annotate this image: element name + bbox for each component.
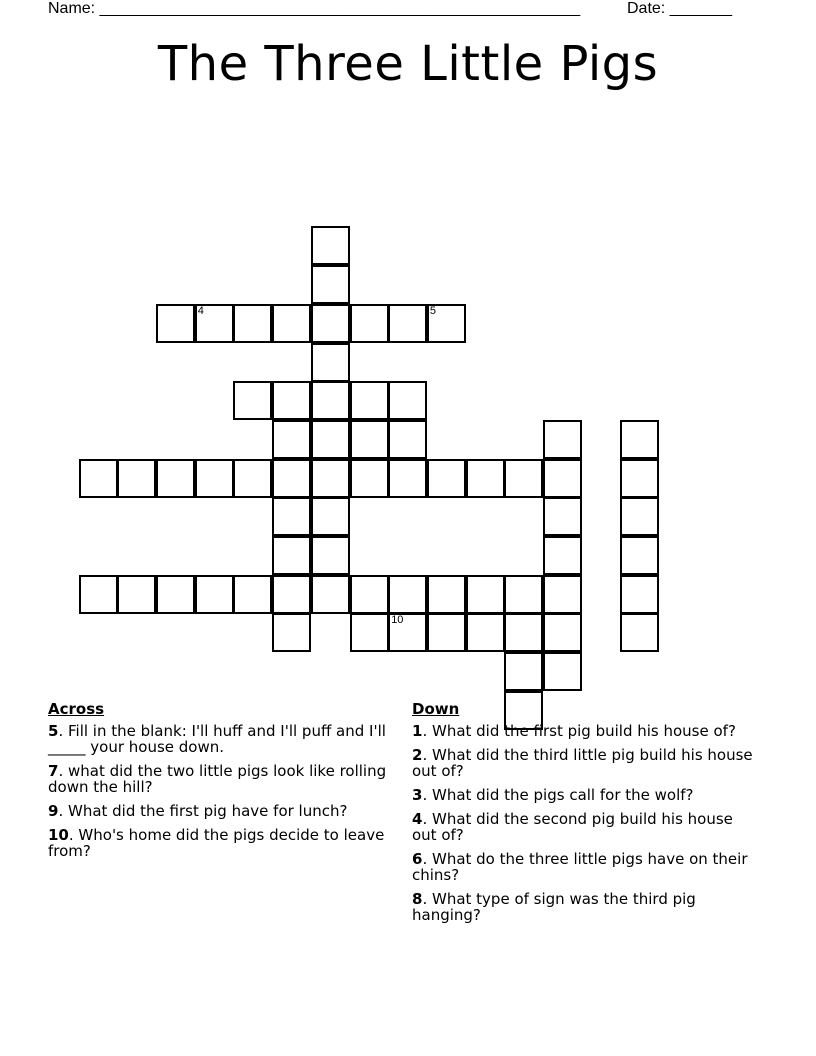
clue-across-9: 9. What did the first pig have for lunch? [48,802,348,820]
clue-down-6: 6. What do the three little pigs have on their chins? [412,850,748,884]
grid-cell[interactable] [311,497,350,536]
grid-cell[interactable] [311,459,350,498]
clue-number: 5 [48,722,59,740]
grid-cell[interactable] [504,459,543,498]
down-heading: Down [412,700,460,718]
grid-cell[interactable] [543,497,582,536]
grid-cell[interactable] [620,420,659,459]
grid-cell[interactable] [311,420,350,459]
grid-cell[interactable] [620,575,659,614]
grid-cell[interactable] [350,420,389,459]
grid-cell[interactable] [427,575,466,614]
clue-number: 9 [48,802,59,820]
clue-text: What did the first pig build his house of? [431,722,736,740]
grid-cell[interactable] [311,536,350,575]
grid-cell[interactable] [543,420,582,459]
grid-cell[interactable] [272,497,311,536]
grid-cell[interactable] [543,613,582,652]
grid-cell[interactable] [311,343,350,382]
across-clues [48,700,393,867]
grid-cell[interactable] [620,536,659,575]
down-clues [412,700,762,931]
grid-cell[interactable] [311,226,350,265]
clue-down-8: 8. What type of sign was the third pig hanging? [412,890,696,924]
grid-cell[interactable] [195,459,234,498]
grid-cell[interactable] [388,459,427,498]
grid-cell[interactable] [272,613,311,652]
clue-text: What do the three little pigs have on their chins? [412,850,748,884]
grid-cell[interactable] [233,304,272,343]
clue-number: 2 [412,746,423,764]
grid-cell[interactable] [504,652,543,691]
clue-down-4: 4. What did the second pig build his house out of? [412,810,733,844]
clue-number: 6 [412,850,423,868]
grid-cell[interactable] [543,652,582,691]
clue-number: 1 [412,722,423,740]
grid-cell[interactable] [466,459,505,498]
clue-text: Who's home did the pigs decide to leave from? [48,826,385,860]
across-heading: Across [48,700,105,718]
clue-down-1: 1. What did the first pig build his house of? [412,722,736,740]
page-title: The Three Little Pigs [157,36,659,92]
clue-number: 7 [48,762,59,780]
grid-cell[interactable] [311,265,350,304]
clue-number: 8 [412,890,423,908]
grid-cell[interactable] [79,459,118,498]
grid-cell[interactable] [543,575,582,614]
grid-cell[interactable] [388,420,427,459]
clue-across-7: 7. what did the two little pigs look like rolling down the hill? [48,762,387,796]
clue-number: 10 [48,826,69,844]
grid-cell[interactable] [79,575,118,614]
name-field[interactable]: Name: ______________________________________________________ [48,0,581,17]
grid-cell[interactable] [156,575,195,614]
grid-cell[interactable] [195,304,234,343]
grid-cell[interactable] [388,575,427,614]
grid-cell[interactable] [543,459,582,498]
clue-number-label: 10 [391,614,404,627]
grid-cell[interactable] [388,381,427,420]
grid-cell[interactable] [427,304,466,343]
grid-cell[interactable] [272,575,311,614]
clue-across-10: 10. Who's home did the pigs decide to leave from? [48,826,385,860]
grid-cell[interactable] [620,613,659,652]
grid-cell[interactable] [311,304,350,343]
grid-cell[interactable] [620,497,659,536]
grid-cell[interactable] [427,613,466,652]
grid-cell[interactable] [195,575,234,614]
grid-cell[interactable] [388,613,427,652]
grid-cell[interactable] [504,613,543,652]
clue-text: What did the third little pig build his house out of? [412,746,753,780]
grid-cell[interactable] [350,381,389,420]
grid-cell[interactable] [117,575,156,614]
grid-cell[interactable] [233,459,272,498]
grid-cell[interactable] [350,575,389,614]
grid-cell[interactable] [117,459,156,498]
clue-number: 4 [412,810,423,828]
grid-cell[interactable] [272,304,311,343]
clue-number-label: 4 [197,304,204,317]
grid-cell[interactable] [156,304,195,343]
grid-cell[interactable] [311,381,350,420]
grid-cell[interactable] [311,575,350,614]
grid-cell[interactable] [272,459,311,498]
grid-cell[interactable] [466,613,505,652]
grid-cell[interactable] [466,575,505,614]
clue-down-3: 3. What did the pigs call for the wolf? [412,786,694,804]
grid-cell[interactable] [272,536,311,575]
grid-cell[interactable] [350,459,389,498]
clue-text: Fill in the blank: I'll huff and I'll puff and I'll _____ your house down. [48,722,386,756]
clue-down-2: 2. What did the third little pig build his house out of? [412,746,753,780]
clue-number-label: 5 [429,304,437,317]
grid-cell[interactable] [272,420,311,459]
grid-cell[interactable] [156,459,195,498]
clue-across-5: 5. Fill in the blank: I'll huff and I'll puff and I'll _____ your house down. [48,722,386,756]
clue-text: What did the first pig have for lunch? [67,802,348,820]
date-field[interactable]: Date: _______ [627,0,732,17]
clue-text: What type of sign was the third pig hanging? [412,890,696,924]
grid-cell[interactable] [543,536,582,575]
grid-cell[interactable] [388,304,427,343]
clue-text: What did the pigs call for the wolf? [431,786,694,804]
grid-cell[interactable] [272,381,311,420]
grid-cell[interactable] [620,459,659,498]
grid-cell[interactable] [504,575,543,614]
grid-cell[interactable] [350,304,389,343]
clue-text: what did the two little pigs look like rolling down the hill? [48,762,387,796]
clue-number: 3 [412,786,423,804]
grid-cell[interactable] [233,381,272,420]
grid-cell[interactable] [350,613,389,652]
clue-text: What did the second pig build his house out of? [412,810,733,844]
grid-cell[interactable] [427,459,466,498]
grid-cell[interactable] [233,575,272,614]
